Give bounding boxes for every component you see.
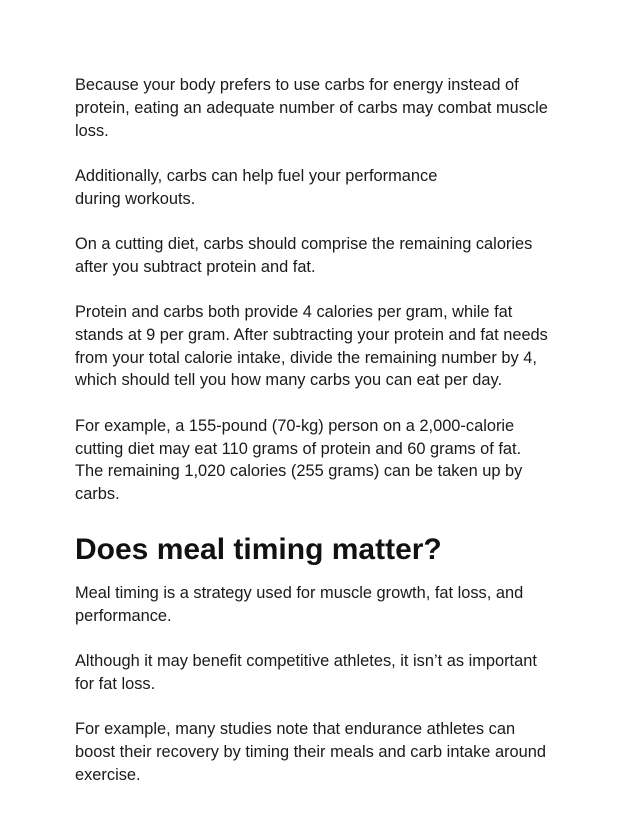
text-line: protein, eating an adequate number of carbs may combat muscle	[75, 98, 548, 117]
text-line: cutting diet may eat 110 grams of protein and 60 grams of fat.	[75, 439, 522, 458]
article-body	[75, 74, 565, 787]
paragraph-meal-timing-strategy	[75, 582, 565, 628]
text-line: for fat loss.	[75, 674, 156, 693]
text-line: On a cutting diet, carbs should comprise the remaining calories	[75, 234, 533, 253]
paragraph-cutting-diet	[75, 233, 565, 279]
paragraph-competitive-athletes	[75, 650, 565, 696]
section-spacer	[75, 506, 565, 532]
paragraph-spacer	[75, 696, 565, 719]
paragraph-spacer	[75, 142, 565, 165]
text-line: For example, a 155-pound (70-kg) person on a 2,000-calorie	[75, 416, 515, 435]
text-line: Because your body prefers to use carbs for energy instead of	[75, 76, 519, 94]
paragraph-calories-per-gram	[75, 301, 565, 392]
text-line: Protein and carbs both provide 4 calories per gram, while fat	[75, 303, 513, 322]
text-line: Additionally, carbs can help fuel your performance	[75, 166, 438, 185]
text-line: For example, many studies note that endurance athletes can	[75, 720, 516, 739]
paragraph-carbs-performance	[75, 165, 565, 211]
section-spacer	[75, 568, 565, 582]
text-line: which should tell you how many carbs you can eat per day.	[75, 371, 502, 390]
text-line: exercise.	[75, 765, 141, 784]
text-line: after you subtract protein and fat.	[75, 257, 316, 276]
text-line: boost their recovery by timing their meals and carb intake around	[75, 742, 547, 761]
paragraph-endurance-athletes	[75, 718, 565, 786]
text-line: stands at 9 per gram. After subtracting your protein and fat needs	[75, 325, 548, 344]
text-line: carbs.	[75, 485, 120, 504]
paragraph-example-person	[75, 415, 565, 506]
text-line: performance.	[75, 606, 172, 625]
text-line: from your total calorie intake, divide the remaining number by 4,	[75, 348, 537, 367]
paragraph-spacer	[75, 279, 565, 302]
paragraph-spacer	[75, 628, 565, 651]
paragraph-spacer	[75, 392, 565, 415]
section-heading: Does meal timing matter?	[75, 532, 442, 566]
text-line: Meal timing is a strategy used for muscle growth, fat loss, and	[75, 583, 524, 602]
text-line: The remaining 1,020 calories (255 grams) can be taken up by	[75, 462, 523, 481]
paragraph-spacer	[75, 210, 565, 233]
text-line: loss.	[75, 121, 109, 140]
text-line: Although it may benefit competitive athletes, it isn’t as important	[75, 652, 537, 671]
paragraph-carbs-muscle-loss	[75, 74, 565, 142]
text-line: during workouts.	[75, 189, 196, 208]
